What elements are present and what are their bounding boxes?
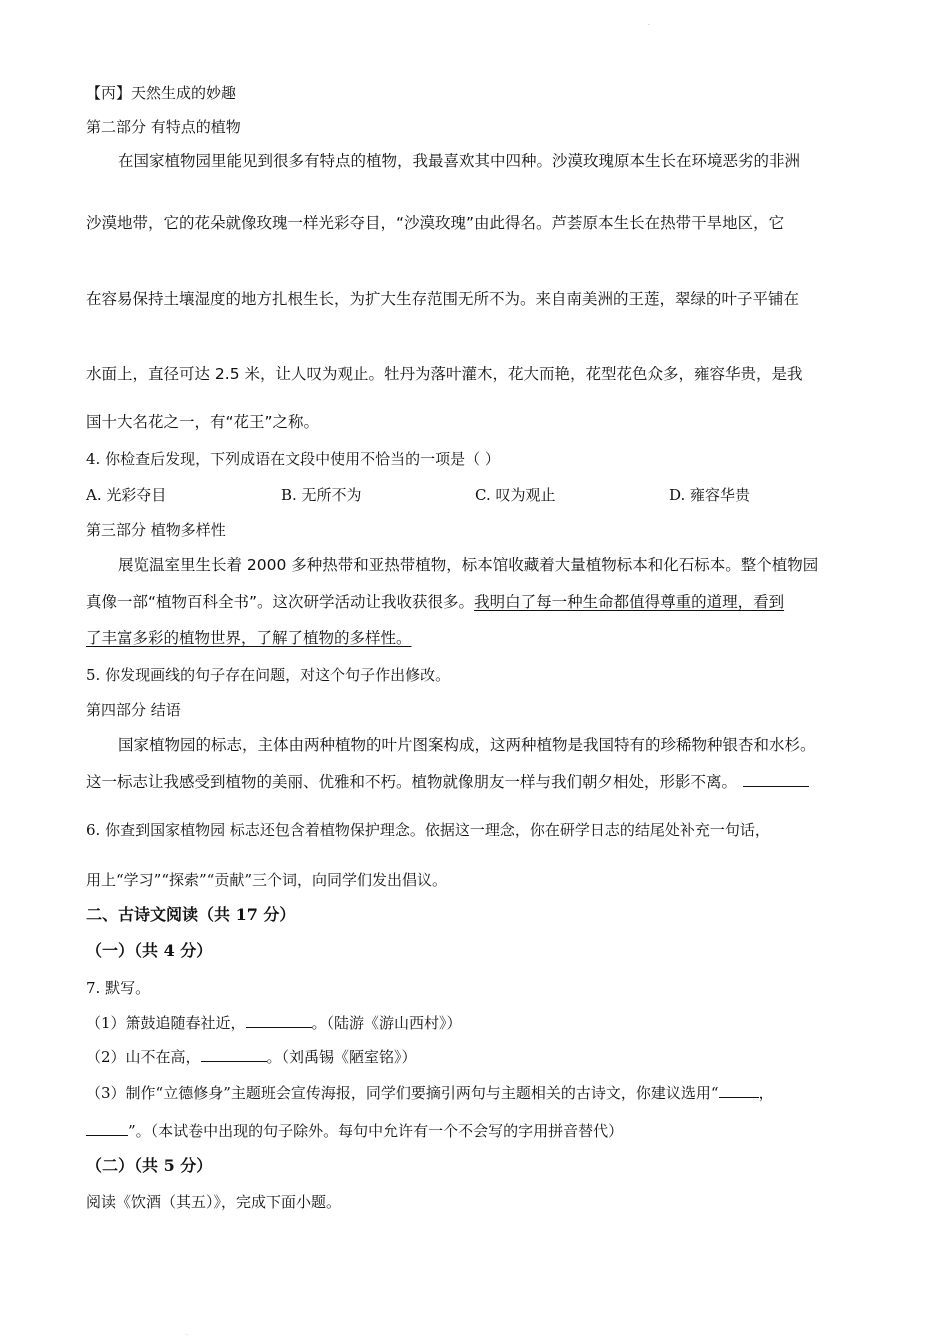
paragraph-line: 水面上，直径可达 2.5 米，让人叹为观止。牡丹为落叶灌木，花大而艳，花型花色众多，雍容华贵，是我 [86, 365, 803, 383]
paragraph-line: 沙漠地带，它的花朵就像玫瑰一样光彩夺目，“沙漠玫瑰”由此得名。芦荟原本生长在热带干旱地区，它 [86, 214, 785, 232]
option-d[interactable]: D. 雍容华贵 [669, 486, 751, 504]
page-dot: . [186, 1330, 188, 1337]
question-5-stem: 5. 你发现画线的句子存在问题，对这个句子作出修改。 [86, 666, 451, 684]
subsection-heading: （一）（共 4 分） [86, 941, 213, 960]
prompt-text: 。（刘禹锡《陋室铭》） [266, 1048, 417, 1066]
plain-text: 真像一部“植物百科全书”。这次研学活动让我收获很多。 [86, 593, 475, 611]
answer-blank[interactable] [201, 1047, 267, 1062]
question-7-3-cont [86, 1121, 623, 1141]
paragraph-line [86, 772, 809, 792]
paragraph-line [86, 592, 784, 612]
paragraph-text: 这一标志让我感受到植物的美丽、优雅和不朽。植物就像朋友一样与我们朝夕相处，形影不离。 [86, 773, 738, 791]
underlined-sentence: 我明白了每一种生命都值得尊重的道理，看到 [474, 593, 785, 611]
paragraph-line [86, 628, 412, 648]
option-b[interactable]: B. 无所不为 [281, 486, 362, 504]
paragraph-line: 国十大名花之一，有“花王”之称。 [86, 413, 320, 431]
underlined-sentence: 了丰富多彩的植物世界，了解了植物的多样性。 [86, 629, 412, 647]
reading-instruction: 阅读《饮酒（其五）》，完成下面小题。 [86, 1193, 342, 1211]
prompt-text: （1）箫鼓追随春社近， [86, 1014, 246, 1032]
paragraph-line: 在容易保持土壤湿度的地方扎根生长，为扩大生存范围无所不为。来自南美洲的王莲，翠绿的叶子平铺在 [86, 290, 800, 308]
part2-title: 第二部分 有特点的植物 [86, 118, 241, 136]
answer-blank[interactable] [246, 1013, 312, 1028]
question-7-title: 7. 默写。 [86, 979, 151, 997]
question-7-3 [86, 1083, 774, 1103]
section-heading: 二、古诗文阅读（共 17 分） [86, 905, 296, 924]
option-a[interactable]: A. 光彩夺目 [86, 486, 167, 504]
part4-title: 第四部分 结语 [86, 701, 181, 719]
answer-blank[interactable] [86, 1121, 128, 1136]
part3-title: 第三部分 植物多样性 [86, 521, 226, 539]
question-6-line: 用上“学习”“探索”“贡献”三个词，向同学们发出倡议。 [86, 871, 448, 889]
question-7-2 [86, 1047, 417, 1067]
paragraph-line: 在国家植物园里能见到很多有特点的植物，我最喜欢其中四种。沙漠玫瑰原本生长在环境恶劣的非洲 [118, 152, 801, 170]
question-4-stem: 4. 你检查后发现，下列成语在文段中使用不恰当的一项是（ ） [86, 450, 500, 468]
prompt-text: 。（陆游《游山西村》） [311, 1014, 462, 1032]
subsection-heading: （二）（共 5 分） [86, 1156, 213, 1175]
paragraph-line: 国家植物园的标志，主体由两种植物的叶片图案构成，这两种植物是我国特有的珍稀物种银杏和水杉。 [118, 736, 816, 754]
prompt-text: ， [758, 1084, 774, 1102]
answer-blank[interactable] [719, 1083, 759, 1098]
prompt-text: （3）制作“立德修身”主题班会宣传海报，同学们要摘引两句与主题相关的古诗文，你建议选用“ [86, 1084, 719, 1102]
question-6-line: 6. 你查到国家植物园 标志还包含着植物保护理念。依据这一理念，你在研学日志的结尾处补充一句话， [86, 821, 770, 839]
prompt-text: ”。（本试卷中出现的句子除外。每句中允许有一个不会写的字用拼音替代） [128, 1122, 624, 1140]
answer-blank[interactable] [743, 772, 809, 787]
paragraph-line: 展览温室里生长着 2000 多种热带和亚热带植物，标本馆收藏着大量植物标本和化石标本。整个植物园 [118, 556, 819, 574]
option-c[interactable]: C. 叹为观止 [475, 486, 556, 504]
question-4-options [86, 485, 866, 505]
page-dot: . [648, 20, 650, 27]
section-bing-title: 【丙】天然生成的妙趣 [86, 84, 237, 102]
question-7-1 [86, 1013, 462, 1033]
prompt-text: （2）山不在高， [86, 1048, 201, 1066]
